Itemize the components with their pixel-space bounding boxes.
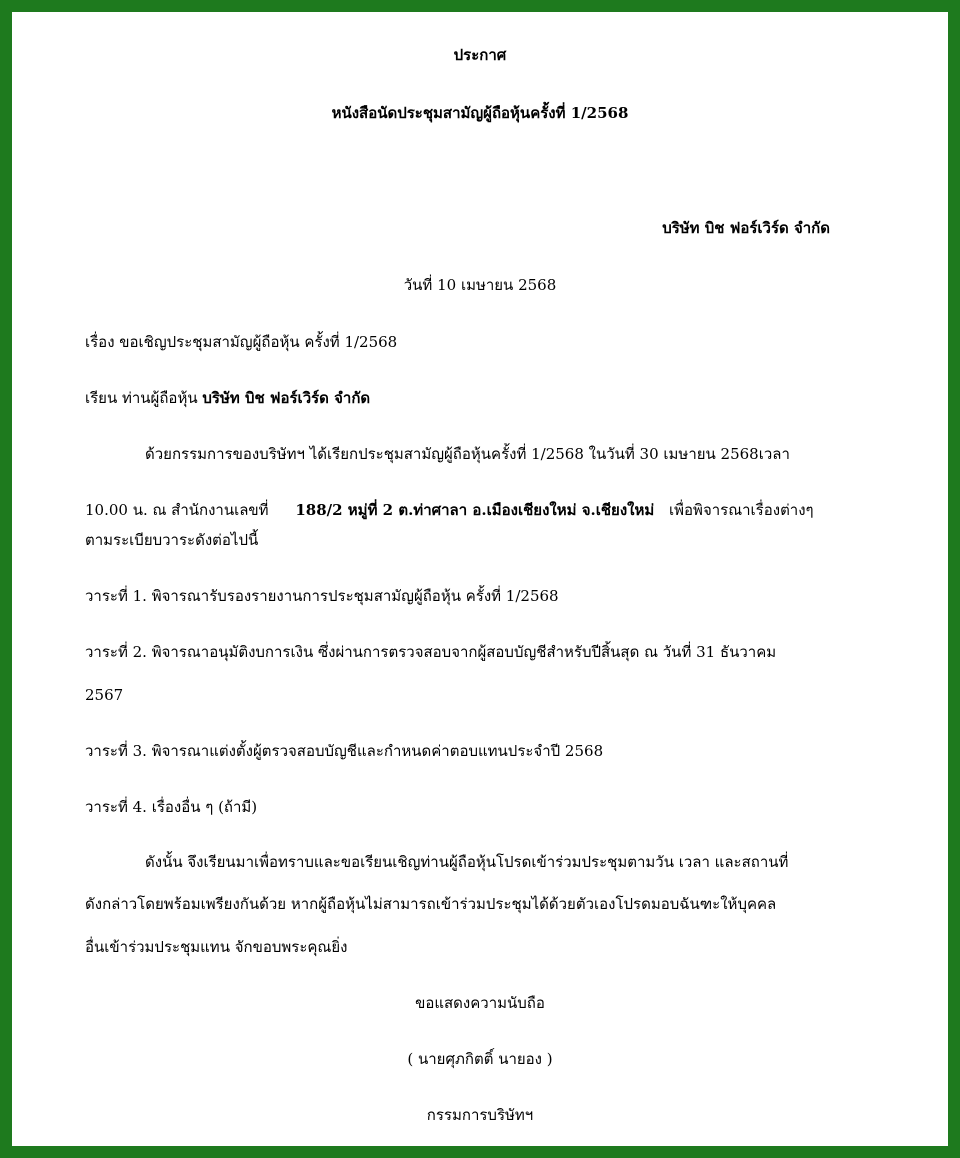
subject-line: เรื่อง ขอเชิญประชุมสามัญผู้ถือหุ้น ครั้งที่ 1/2568 <box>85 333 398 351</box>
salutation-company: บริษัท บิช ฟอร์เวิร์ด จำกัด <box>202 389 371 407</box>
salutation-prefix: เรียน ท่านผู้ถือหุ้น <box>85 389 198 407</box>
body-paragraph-line-2 <box>85 500 814 520</box>
body-meeting-address: 188/2 หมู่ที่ 2 ต.ท่าศาลา อ.เมืองเชียงใหม่ จ.เชียงใหม่ <box>295 501 655 519</box>
closing-paragraph-line-2: ดังกล่าวโดยพร้อมเพรียงกันด้วย หากผู้ถือหุ้นไม่สามารถเข้าร่วมประชุมได้ด้วยตัวเองโปรดมอบฉันฑะให้บุคคล <box>85 895 777 913</box>
agenda-item-1: วาระที่ 1. พิจารณารับรองรายงานการประชุมสามัญผู้ถือหุ้น ครั้งที่ 1/2568 <box>85 587 559 605</box>
document-subtitle: หนังสือนัดประชุมสามัญผู้ถือหุ้นครั้งที่ 1/2568 <box>331 104 629 122</box>
agenda-item-2: วาระที่ 2. พิจารณาอนุมัติงบการเงิน ซึ่งผ่านการตรวจสอบจากผู้สอบบัญชีสำหรับปีสิ้นสุด ณ วันที่ 31 ธันวาคม <box>85 643 777 661</box>
agenda-item-4: วาระที่ 4. เรื่องอื่น ๆ (ถ้ามี) <box>85 798 258 816</box>
salutation-line <box>85 388 370 408</box>
document-date: วันที่ 10 เมษายน 2568 <box>403 276 557 294</box>
body-paragraph-line-1: ด้วยกรรมการของบริษัทฯ ได้เรียกประชุมสามัญผู้ถือหุ้นครั้งที่ 1/2568 ในวันที่ 30 เมษายน 2568เวลา <box>145 445 790 463</box>
document-title: ประกาศ <box>453 46 507 64</box>
signature-position: กรรมการบริษัทฯ <box>426 1106 534 1124</box>
agenda-item-3: วาระที่ 3. พิจารณาแต่งตั้งผู้ตรวจสอบบัญชีและกำหนดค่าตอบแทนประจำปี 2568 <box>85 742 604 760</box>
body-meeting-purpose: เพื่อพิจารณาเรื่องต่างๆ <box>669 501 814 519</box>
agenda-item-2-continued: 2567 <box>85 686 124 704</box>
body-paragraph-line-3: ตามระเบียบวาระดังต่อไปนี้ <box>85 531 259 549</box>
closing-paragraph-line-3: อื่นเข้าร่วมประชุมแทน จักขอบพระคุณยิ่ง <box>85 938 348 956</box>
body-meeting-time: 10.00 น. ณ สำนักงานเลขที่ <box>85 501 269 519</box>
signature-regards: ขอแสดงความนับถือ <box>415 994 545 1012</box>
announcement-page <box>12 12 948 1146</box>
signature-name: ( นายศุภกิตติ์ นายอง ) <box>407 1050 553 1068</box>
closing-paragraph-line-1: ดังนั้น จึงเรียนมาเพื่อทราบและขอเรียนเชิญท่านผู้ถือหุ้นโปรดเข้าร่วมประชุมตามวัน เวลา และสถานที่ <box>145 853 789 871</box>
company-name: บริษัท บิช ฟอร์เวิร์ด จำกัด <box>662 219 830 237</box>
